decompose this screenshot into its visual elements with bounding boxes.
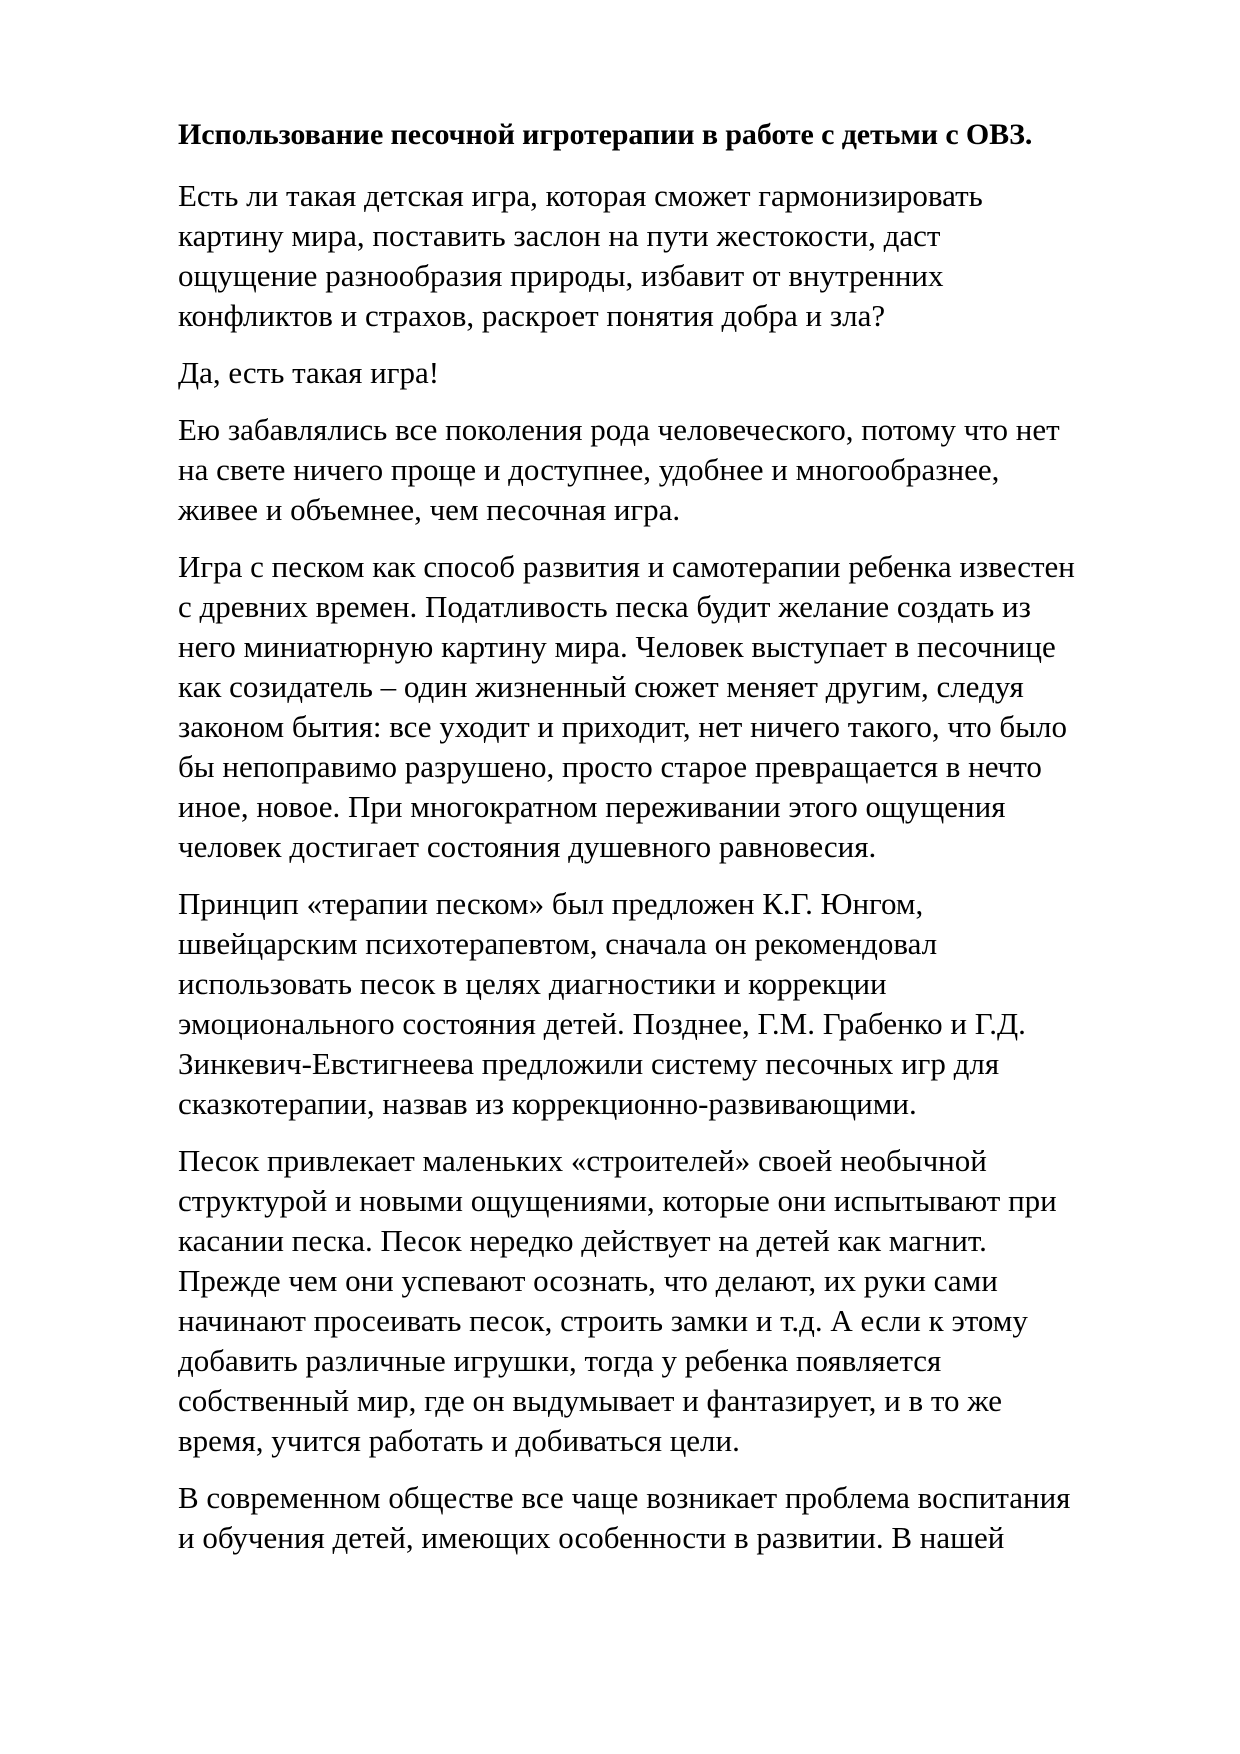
text-line: Да, есть такая игра! <box>178 355 440 390</box>
text-line: Песок привлекает маленьких «строителей» своей необычной <box>178 1143 987 1178</box>
paragraph-sand-play-history <box>178 547 1075 867</box>
text-line: Прежде чем они успевают осознать, что делают, их руки сами <box>178 1263 998 1298</box>
paragraph-modern-society <box>178 1478 1075 1558</box>
paragraph-answer <box>178 353 1075 393</box>
document-body <box>178 176 1075 1575</box>
text-line: живее и объемнее, чем песочная игра. <box>178 492 681 527</box>
text-line: Принцип «терапии песком» был предложен К.Г. Юнгом, <box>178 886 924 921</box>
text-line: картину мира, поставить заслон на пути жестокости, даст <box>178 218 941 253</box>
text-line: сказкотерапии, назвав из коррекционно-развивающими. <box>178 1086 917 1121</box>
text-line: бы непоправимо разрушено, просто старое превращается в нечто <box>178 749 1042 784</box>
text-line: Есть ли такая детская игра, которая сможет гармонизировать <box>178 178 983 213</box>
text-line: Зинкевич-Евстигнеева предложили систему песочных игр для <box>178 1046 1000 1081</box>
text-line: Игра с песком как способ развития и самотерапии ребенка известен <box>178 549 1075 584</box>
text-line: собственный мир, где он выдумывает и фантазирует, и в то же <box>178 1383 1003 1418</box>
paragraph-intro-question <box>178 176 1075 336</box>
text-line: с древних времен. Податливость песка будит желание создать из <box>178 589 1031 624</box>
text-line: добавить различные игрушки, тогда у ребенка появляется <box>178 1343 942 1378</box>
text-line: конфликтов и страхов, раскроет понятия добра и зла? <box>178 298 886 333</box>
paragraph-sand-attraction <box>178 1141 1075 1461</box>
text-line: на свете ничего проще и доступнее, удобнее и многообразнее, <box>178 452 1000 487</box>
paragraph-jung-principle <box>178 884 1075 1124</box>
document-title: Использование песочной игротерапии в работе с детьми с ОВЗ. <box>178 118 1033 151</box>
text-line: эмоционального состояния детей. Позднее, Г.М. Грабенко и Г.Д. <box>178 1006 1026 1041</box>
text-line: швейцарским психотерапевтом, сначала он рекомендовал <box>178 926 938 961</box>
text-line: и обучения детей, имеющих особенности в развитии. В нашей <box>178 1520 1005 1555</box>
text-line: структурой и новыми ощущениями, которые они испытывают при <box>178 1183 1057 1218</box>
text-line: Ею забавлялись все поколения рода человеческого, потому что нет <box>178 412 1060 447</box>
text-line: В современном обществе все чаще возникает проблема воспитания <box>178 1480 1071 1515</box>
text-line: касании песка. Песок нередко действует на детей как магнит. <box>178 1223 987 1258</box>
text-line: использовать песок в целях диагностики и коррекции <box>178 966 887 1001</box>
text-line: время, учится работать и добиваться цели. <box>178 1423 740 1458</box>
text-line: иное, новое. При многократном переживании этого ощущения <box>178 789 1006 824</box>
text-line: ощущение разнообразия природы, избавит от внутренних <box>178 258 944 293</box>
text-line: начинают просеивать песок, строить замки и т.д. А если к этому <box>178 1303 1028 1338</box>
text-line: человек достигает состояния душевного равновесия. <box>178 829 877 864</box>
paragraph-generations <box>178 410 1075 530</box>
text-line: законом бытия: все уходит и приходит, нет ничего такого, что было <box>178 709 1067 744</box>
text-line: как созидатель – один жизненный сюжет меняет другим, следуя <box>178 669 1024 704</box>
text-line: него миниатюрную картину мира. Человек выступает в песочнице <box>178 629 1056 664</box>
